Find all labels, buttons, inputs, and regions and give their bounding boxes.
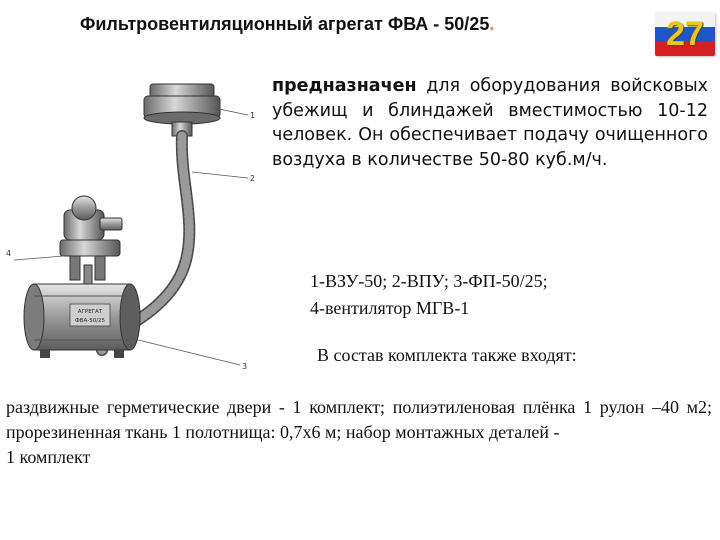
- equipment-drawing: [0, 60, 275, 380]
- slide-number-badge: [655, 12, 715, 56]
- callout-4: 4: [6, 249, 12, 258]
- slide-title: [80, 14, 650, 35]
- legend-line-2: 4-вентилятор МГВ-1: [310, 298, 470, 318]
- intake-device: [144, 84, 220, 136]
- kit-list-last: 1 комплект: [6, 447, 91, 467]
- slide-title-dot: .: [489, 14, 495, 34]
- callout-3: 3: [242, 362, 248, 371]
- equipment-illustration: [0, 60, 275, 380]
- legend-line-1: 1-ВЗУ-50; 2-ВПУ; 3-ФП-50/25;: [310, 271, 548, 291]
- cylinder-plate-text-2: ФВА-50/25: [74, 318, 106, 324]
- filter-cylinder: [24, 284, 140, 358]
- description-lead: предназначен: [272, 76, 417, 96]
- callout-1: 1: [250, 111, 256, 120]
- cylinder-plate-text-1: АГРЕГАТ: [77, 309, 103, 315]
- component-legend: [310, 268, 710, 322]
- kit-heading: В состав комплекта также входят:: [317, 345, 577, 365]
- kit-list-text: раздвижные герметические двери - 1 комплект; полиэтиленовая плёнка 1 рулон –40 м2; прорезиненная ткань 1 полотнища: 0,7х6 м; набор монтажных деталей -: [6, 397, 712, 442]
- slide-number: 27: [666, 15, 704, 53]
- fan-unit: [60, 196, 122, 285]
- description-text: для оборудования войсковых убежищ и блиндажей вместимостью 10-12 человек. Он обеспечивает подачу очищенного воздуха в количестве 50-80 куб.м/ч.: [272, 76, 708, 170]
- slide-title-text: Фильтровентиляционный агрегат ФВА - 50/25: [80, 14, 490, 34]
- callout-2: 2: [250, 174, 256, 183]
- description-paragraph: [272, 74, 708, 172]
- kit-list: [6, 395, 712, 470]
